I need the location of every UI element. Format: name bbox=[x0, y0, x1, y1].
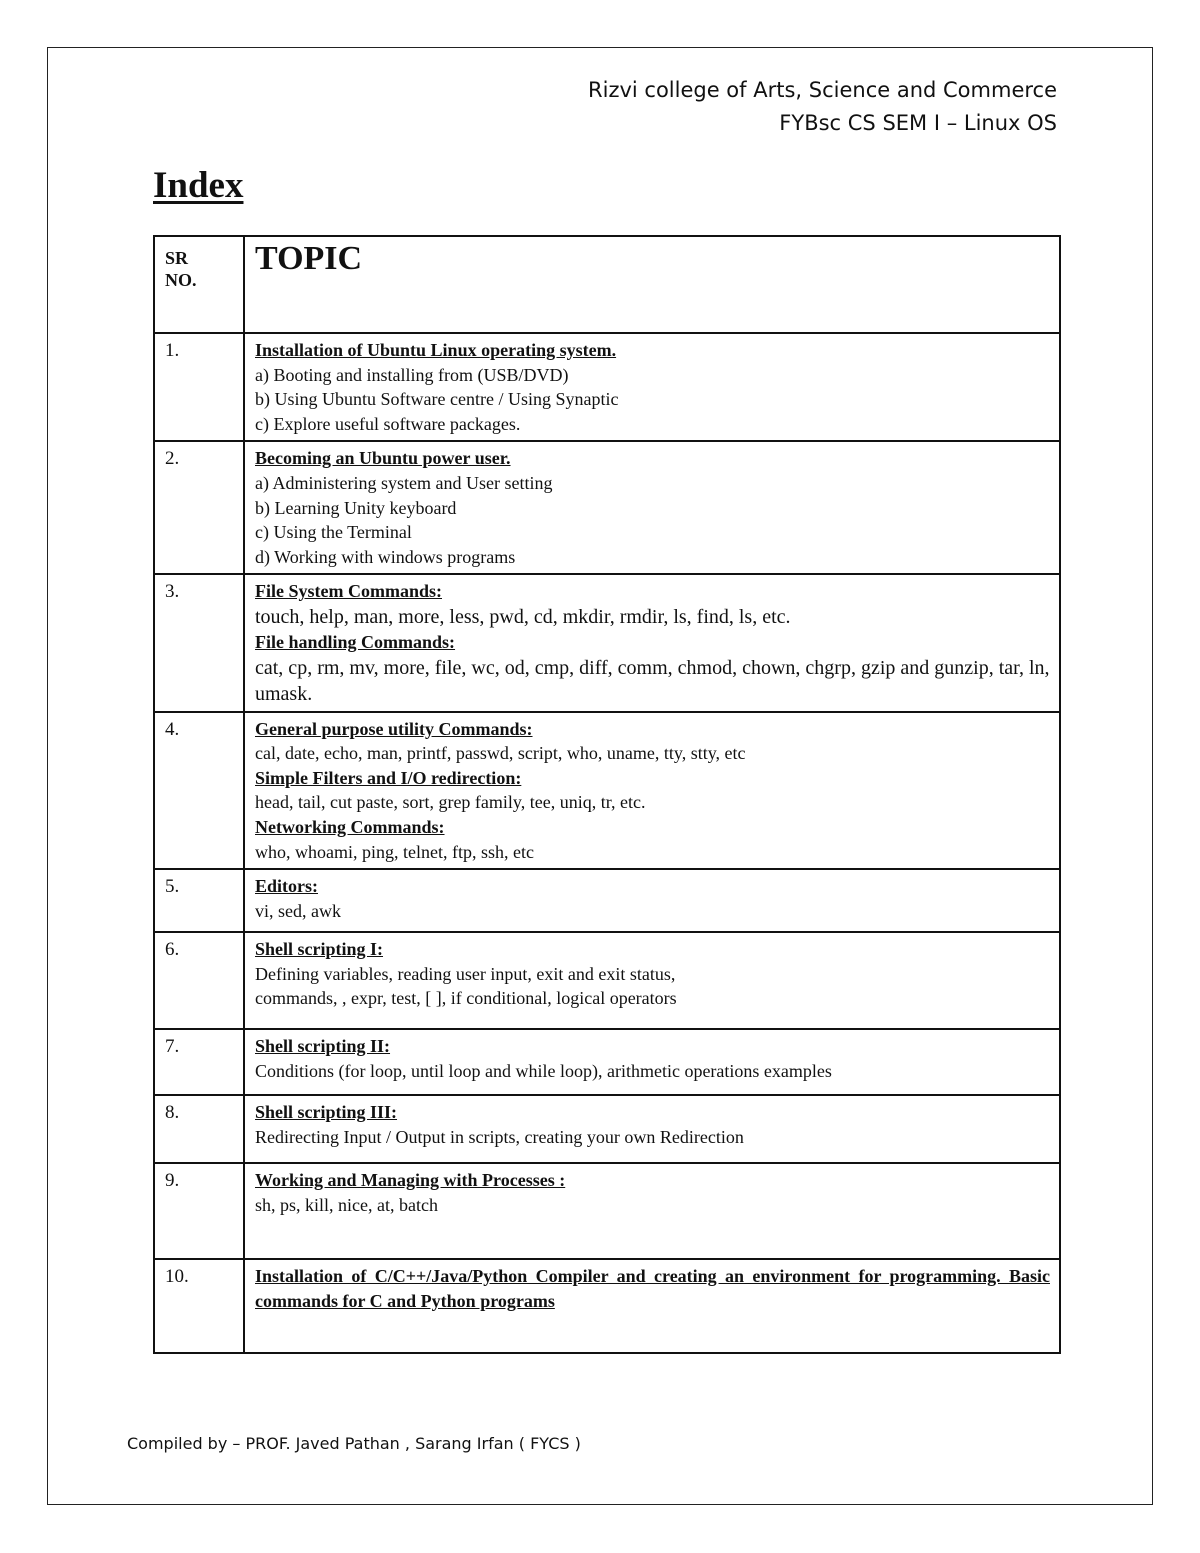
row-sr: 2. bbox=[154, 441, 244, 574]
topic-title: Becoming an Ubuntu power user. bbox=[255, 448, 511, 469]
section-title: Simple Filters and I/O redirection: bbox=[255, 767, 522, 788]
row-topic bbox=[244, 1029, 1060, 1095]
table-row bbox=[154, 1095, 1060, 1163]
section-text: head, tail, cut paste, sort, grep family, tee, uniq, tr, etc. bbox=[255, 792, 646, 813]
topic-title: Installation of Ubuntu Linux operating system. bbox=[255, 340, 617, 360]
index-table bbox=[153, 235, 1061, 1354]
topic-title: Shell scripting I: bbox=[255, 939, 384, 960]
row-topic bbox=[244, 574, 1060, 711]
index-title: Index bbox=[153, 165, 244, 206]
table-row bbox=[154, 1029, 1060, 1095]
section-text: touch, help, man, more, less, pwd, cd, mkdir, rmdir, ls, find, ls, etc. bbox=[255, 605, 791, 628]
row-topic bbox=[244, 1163, 1060, 1259]
topic-item: Redirecting Input / Output in scripts, creating your own Redirection bbox=[255, 1126, 744, 1147]
sr-header-line2: NO. bbox=[165, 270, 197, 290]
row-topic bbox=[244, 932, 1060, 1029]
row-sr: 9. bbox=[154, 1163, 244, 1259]
section-text: cal, date, echo, man, printf, passwd, script, who, uname, tty, stty, etc bbox=[255, 743, 746, 764]
topic-title: Shell scripting III: bbox=[255, 1102, 398, 1123]
row-topic bbox=[244, 1259, 1060, 1353]
row-sr: 7. bbox=[154, 1029, 244, 1095]
topic-item: b) Using Ubuntu Software centre / Using Synaptic bbox=[255, 389, 619, 410]
table-row bbox=[154, 574, 1060, 711]
topic-header-label: TOPIC bbox=[255, 240, 363, 277]
topic-header bbox=[244, 236, 1060, 333]
row-sr: 1. bbox=[154, 333, 244, 441]
table-row bbox=[154, 1259, 1060, 1353]
row-topic bbox=[244, 333, 1060, 441]
topic-item: Conditions (for loop, until loop and while loop), arithmetic operations examples bbox=[255, 1060, 832, 1081]
section-title: File handling Commands: bbox=[255, 631, 456, 652]
topic-title: Working and Managing with Processes : bbox=[255, 1170, 566, 1191]
table-header-row bbox=[154, 236, 1060, 333]
row-sr: 6. bbox=[154, 932, 244, 1029]
row-sr: 4. bbox=[154, 712, 244, 870]
row-sr: 10. bbox=[154, 1259, 244, 1353]
row-sr: 8. bbox=[154, 1095, 244, 1163]
topic-title: Shell scripting II: bbox=[255, 1036, 391, 1057]
table-row bbox=[154, 1163, 1060, 1259]
topic-item: vi, sed, awk bbox=[255, 900, 341, 921]
section-text: cat, cp, rm, mv, more, file, wc, od, cmp, diff, comm, chmod, chown, chgrp, gzip and gunzip, tar, ln, umask. bbox=[255, 656, 1050, 705]
table-row bbox=[154, 333, 1060, 441]
section-text: who, whoami, ping, telnet, ftp, ssh, etc bbox=[255, 841, 534, 862]
table-row bbox=[154, 869, 1060, 932]
row-sr: 5. bbox=[154, 869, 244, 932]
row-topic bbox=[244, 869, 1060, 932]
course-name: FYBsc CS SEM I – Linux OS bbox=[779, 111, 1057, 135]
sr-header-line1: SR bbox=[165, 248, 189, 268]
topic-item: a) Administering system and User setting bbox=[255, 472, 553, 493]
row-topic bbox=[244, 712, 1060, 870]
topic-item: commands, , expr, test, [ ], if conditional, logical operators bbox=[255, 988, 677, 1009]
topic-title: Installation of C/C++/Java/Python Compiler and creating an environment for programming. Basic commands for C and Python programs bbox=[255, 1266, 1050, 1311]
section-title: General purpose utility Commands: bbox=[255, 718, 533, 739]
table-row bbox=[154, 932, 1060, 1029]
college-name: Rizvi college of Arts, Science and Commerce bbox=[588, 78, 1057, 102]
section-title: File System Commands: bbox=[255, 581, 442, 602]
topic-item: sh, ps, kill, nice, at, batch bbox=[255, 1194, 438, 1215]
topic-item: c) Explore useful software packages. bbox=[255, 413, 521, 434]
topic-item: c) Using the Terminal bbox=[255, 522, 412, 543]
topic-item: Defining variables, reading user input, exit and exit status, bbox=[255, 963, 676, 984]
row-sr: 3. bbox=[154, 574, 244, 711]
topic-item: b) Learning Unity keyboard bbox=[255, 497, 457, 518]
topic-item: d) Working with windows programs bbox=[255, 546, 516, 567]
table-row bbox=[154, 712, 1060, 870]
topic-title: Editors: bbox=[255, 876, 318, 897]
row-topic bbox=[244, 1095, 1060, 1163]
page-footer: Compiled by – PROF. Javed Pathan , Sarang Irfan ( FYCS ) bbox=[127, 1434, 581, 1453]
section-title: Networking Commands: bbox=[255, 816, 445, 837]
row-topic bbox=[244, 441, 1060, 574]
sr-no-header bbox=[154, 236, 244, 333]
page-header bbox=[588, 74, 1057, 140]
topic-item: a) Booting and installing from (USB/DVD) bbox=[255, 364, 569, 385]
table-row bbox=[154, 441, 1060, 574]
